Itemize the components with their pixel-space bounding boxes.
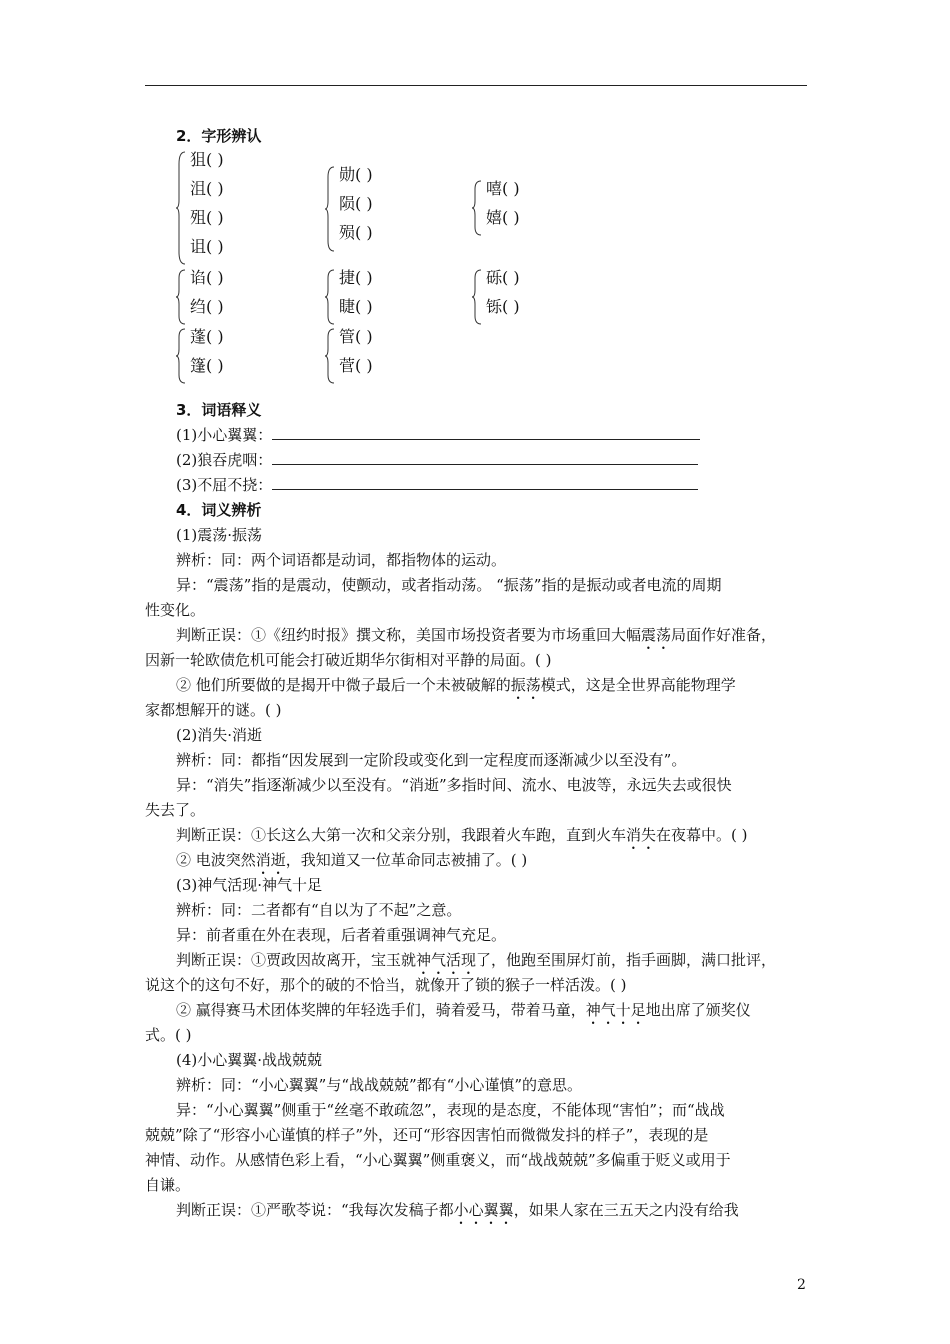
sentence-text: 了，他跑至围屏灯前，指手画脚，满口批评， [476,951,777,969]
char-item: 诅( ) [190,237,224,256]
char-item: 铄( ) [486,297,520,316]
brace-icon [325,327,335,385]
section-4-title: 4．词义辨析 [176,501,262,519]
answer-blank[interactable] [272,425,700,440]
char-item: 嬉( ) [486,208,520,227]
char-item: 睫( ) [339,297,373,316]
definition-label: (2)狼吞虎咽： [176,451,273,469]
sentence-text: ② 电波突然 [176,851,256,869]
emphasized-word: 振荡 [510,676,541,694]
page-number: 2 [797,1277,806,1293]
char-group-8 [325,327,435,385]
definition-label: (3)不屈不挠： [176,476,273,494]
section-2-title: 2．字形辨认 [176,127,262,145]
pair-3-title: (3)神气活现·神气十足 [176,876,323,894]
sentence-text: 地出席了颁奖仪 [645,1001,751,1019]
answer-blank[interactable] [272,475,698,490]
sentence-text: ② 他们所要做的是揭开中微子最后一个未被破解的 [176,676,511,694]
answer-blank[interactable] [272,450,698,465]
sentence-text: 模式，这是全世界高能物理学 [540,676,736,694]
emphasized-word: 消失 [626,826,657,844]
brace-icon [325,268,335,326]
sentence-text: ，我知道又一位革命同志被捕了。( ) [285,851,528,869]
brace-icon [176,327,186,385]
emphasized-word: 神气十足 [585,1001,646,1019]
pair-1-judge-1-cont: 因新一轮欧债危机可能会打破近期华尔街相对平静的局面。( ) [145,651,552,669]
sentence-text: 局面作好准备， [671,626,777,644]
pair-3-difference: 异：前者重在外在表现，后者着重强调神气充足。 [176,926,507,944]
definition-item-3 [176,475,698,495]
char-item: 陨( ) [339,194,373,213]
char-item: 勋( ) [339,165,373,184]
pair-4-analysis: 辨析：同：“小心翼翼”与“战战兢兢”都有“小心谨慎”的意思。 [176,1076,583,1094]
char-item: 蓬( ) [190,327,224,346]
pair-2-judge-1 [176,825,748,853]
pair-2-title: (2)消失·消逝 [176,726,263,744]
sentence-text: ② 赢得赛马术团体奖牌的年轻选手们，骑着爱马，带着马童， [176,1001,586,1019]
brace-icon [472,268,482,326]
pair-4-title: (4)小心翼翼·战战兢兢 [176,1051,323,1069]
pair-1-analysis: 辨析：同：两个词语都是动词，都指物体的运动。 [176,551,507,569]
pair-2-difference: 异：“消失”指逐渐减少以至没有。“消逝”多指时间、流水、电波等，永远失去或很快 [176,776,732,794]
char-item: 捷( ) [339,268,373,287]
pair-2-judge-2 [176,850,527,878]
brace-icon [472,179,482,237]
pair-1-judge-2 [176,675,736,703]
char-group-2 [325,165,435,253]
char-item: 谄( ) [190,268,224,287]
char-item: 殒( ) [339,223,373,242]
pair-2-difference-cont: 失去了。 [145,801,206,819]
emphasized-word: 消逝 [255,851,286,869]
char-item: 殂( ) [190,208,224,227]
char-item: 管( ) [339,327,373,346]
char-item: 狙( ) [190,150,224,169]
section-3-title: 3．词语释义 [176,401,262,419]
sentence-text: 判断正误：①《纽约时报》撰文称，美国市场投资者要为市场重回大幅 [176,626,642,644]
char-group-4 [176,268,286,326]
sentence-text: 判断正误：①贾政因故离开，宝玉就 [176,951,417,969]
definition-label: (1)小心翼翼： [176,426,273,444]
pair-1-judge-1 [176,625,776,653]
definition-item-1 [176,425,700,445]
pair-3-judge-2-cont: 式。( ) [145,1026,192,1044]
char-item: 嘻( ) [486,179,520,198]
pair-3-analysis: 辨析：同：二者都有“自以为了不起”之意。 [176,901,462,919]
pair-4-judge-1 [176,1200,739,1228]
pair-4-difference-cont-1: 兢兢”除了“形容小心谨慎的样子”外，还可“形容因害怕而微微发抖的样子”，表现的是 [145,1126,709,1144]
pair-4-difference-cont-3: 自谦。 [145,1176,191,1194]
sentence-text: 判断正误：①长这么大第一次和父亲分别，我跟着火车跑，直到火车 [176,826,627,844]
definition-item-2 [176,450,698,470]
char-group-5 [325,268,435,326]
brace-icon [325,165,335,253]
emphasized-word: 小心翼翼 [453,1201,514,1219]
char-item: 绉( ) [190,297,224,316]
sentence-text: 在夜幕中。( ) [656,826,748,844]
char-group-1 [176,150,286,266]
pair-3-judge-1 [176,950,776,978]
pair-3-judge-1-cont: 说这个的这句不好，那个的破的不恰当，就像开了锁的猴子一样活泼。( ) [145,976,627,994]
pair-2-analysis: 辨析：同：都指“因发展到一定阶段或变化到一定程度而逐渐减少以至没有”。 [176,751,687,769]
pair-1-difference: 异：“震荡”指的是震动，使颤动，或者指动荡。 “振荡”指的是振动或者电流的周期 [176,576,722,594]
char-item: 菅( ) [339,356,373,375]
char-item: 篷( ) [190,356,224,375]
pair-3-judge-2 [176,1000,751,1028]
pair-1-title: (1)震荡·振荡 [176,526,263,544]
pair-1-judge-2-cont: 家都想解开的谜。( ) [145,701,282,719]
char-item: 沮( ) [190,179,224,198]
char-group-7 [176,327,286,385]
char-group-6 [472,268,582,326]
pair-1-difference-cont: 性变化。 [145,601,206,619]
header-rule [145,85,807,86]
pair-4-difference: 异：“小心翼翼”侧重于“丝毫不敢疏忽”，表现的是态度，不能体现“害怕”；而“战战 [176,1101,725,1119]
pair-4-difference-cont-2: 神情、动作。从感情色彩上看，“小心翼翼”侧重褒义，而“战战兢兢”多偏重于贬义或用于 [145,1151,731,1169]
emphasized-word: 震荡 [641,626,672,644]
sentence-text: ，如果人家在三五天之内没有给我 [513,1201,739,1219]
char-item: 砾( ) [486,268,520,287]
char-group-3 [472,179,582,237]
brace-icon [176,150,186,266]
sentence-text: 判断正误：①严歌苓说：“我每次发稿子都 [176,1201,454,1219]
emphasized-word: 神气活现 [416,951,477,969]
brace-icon [176,268,186,326]
